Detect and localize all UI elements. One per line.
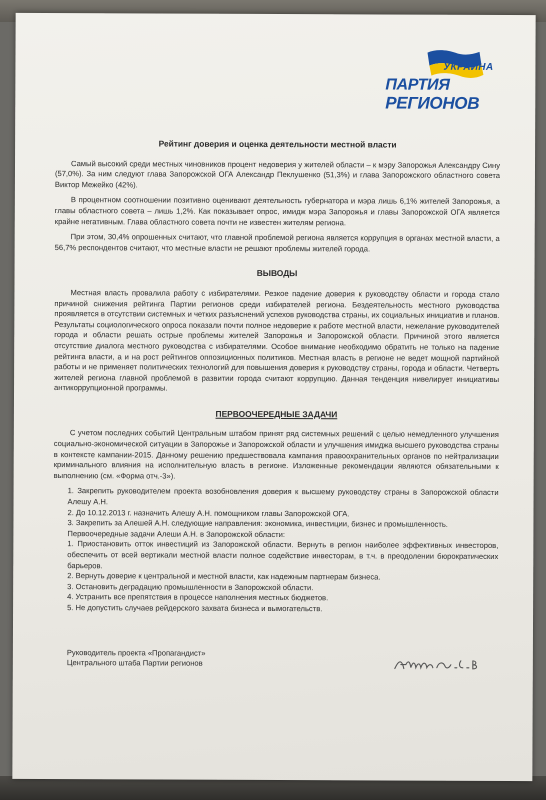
logo-regions-word: РЕГИОНОВ [385, 93, 480, 113]
task-item: 1. Закрепить руководителем проекта возобновления доверия к высшему руководству страны в Запорожской области Алешу А.Н. [67, 486, 499, 507]
subtask-item: 3. Остановить деградацию промышленности в Запорожской области. [67, 581, 314, 592]
logo-party-word: ПАРТИЯ [385, 76, 450, 94]
task-item: 3. Закрепить за Алешей А.Н. следующие направления: экономика, инвестиции, бизнес и промышленность. [67, 518, 448, 529]
task-item: 2. До 10.12.2013 г. назначить Алешу А.Н. помощником главы Запорожской ОГА. [67, 507, 350, 518]
intro-paragraph-1: Самый высокий среди местных чиновников процент недоверия у жителей области – к мэру Запорожья Александру Сину (57,0%). За ним следуют глава Запорожской ОГА Александр Пеклушенко (51,3%) и глава Запорожского областного совета Виктор Межейко (42%). [54, 158, 501, 190]
intro-paragraph-3: При этом, 30,4% опрошенных считают, что главной проблемой региона является коррупция в органах местной власти, а 56,7% респондентов считают, что местные власти не решают проблемы жителей города. [54, 232, 500, 254]
document-title: Рейтинг доверия и оценка деятельности местной власти [158, 138, 397, 150]
conclusions-paragraph: Местная власть провалила работу с избирателями. Резкое падение доверия к руководству области и города стало причиной снижения рейтинга Партии регионов среди избирателей региона. Бездеятельность местного руководства проявляется в отсутствии системных и четких разъяснений успехов руководства страны, их социальных инициатив и планов. Результаты социологического опроса показали почти полное недоверие к работе местной власти, нежелание руководителей города и области решать острые проблемы жителей Запорожья и Запорожской области. Причиной этого является отсутствие диалога местного руководства с избирателями. Особое внимание необходимо обратить не только на падение рейтинга власти, а и на рост рейтингов оппозиционных политиков. Местная власть в регионе не ведет мощной партийной работы и не применяет политических технологий для повышения доверия к руководству страны, города и области. Четверть жителей региона главной проблемой в развитии города считают коррупцию. Данная тенденция нивелирует инициативы антикоррупционной программы. [54, 288, 500, 393]
document-sheet [12, 13, 535, 781]
task-item: Первоочередные задачи Алеши А.Н. в Запорожской области: [67, 528, 285, 539]
party-logo [375, 48, 510, 124]
tasks-intro-paragraph: С учетом последних событий Центральным штабом принят ряд системных решений с целью немедленного улучшения социально-экономической ситуации в Запорожье и Запорожской области и улучшения имиджа высшего руководства страны в контексте кампании-2015. Данному решению предшествовала кампания правоохранительных органов по нейтрализации криминального влияния на исполнительную власть в регионе. Изложенные рекомендации являются обязательными к выполнению (см. «Форма отч.-3»). [53, 428, 499, 481]
signature-position-line: Руководитель проекта «Пропагандист» [66, 647, 206, 658]
subtask-item: 4. Устранить все препятствия в процессе наполнения местных бюджетов. [67, 592, 329, 603]
document-body [53, 138, 500, 671]
logo-country: УКРАИНА [443, 61, 494, 73]
subtask-item: 1. Приостановить отток инвестиций из Запорожской области. Вернуть в регион наиболее эффективных инвесторов, обеспечить от всей вертикали местной власти полное содействие инвесторам, в т.ч. в преодолении бюрократических барьеров. [67, 539, 499, 570]
signature-org-line: Центрального штаба Партии регионов [66, 658, 203, 668]
tasks-heading: ПЕРВООЧЕРЕДНЫЕ ЗАДАЧИ [215, 408, 338, 420]
conclusions-heading: ВЫВОДЫ [256, 268, 298, 279]
signature-block [53, 648, 498, 671]
handwritten-signature [393, 655, 485, 673]
signature-scribble-icon [393, 655, 485, 673]
subtask-item: 2. Вернуть доверие к центральной и местной власти, как надежным партнерам бизнеса. [67, 571, 381, 582]
tasks-list [53, 486, 499, 615]
intro-paragraph-2: В процентном соотношении позитивно оценивают деятельность губернатора и мэра лишь 6,1% жителей Запорожья, а главы областного совета – лишь 1,2%. Как показывает опрос, имидж мэра Запорожья и главы Запорожской ОГА является крайне негативным. Глава областного совета почти не известен жителям региона. [54, 195, 500, 227]
subtask-item: 5. Не допустить случаев рейдерского захвата бизнеса и вымогательств. [67, 603, 323, 614]
